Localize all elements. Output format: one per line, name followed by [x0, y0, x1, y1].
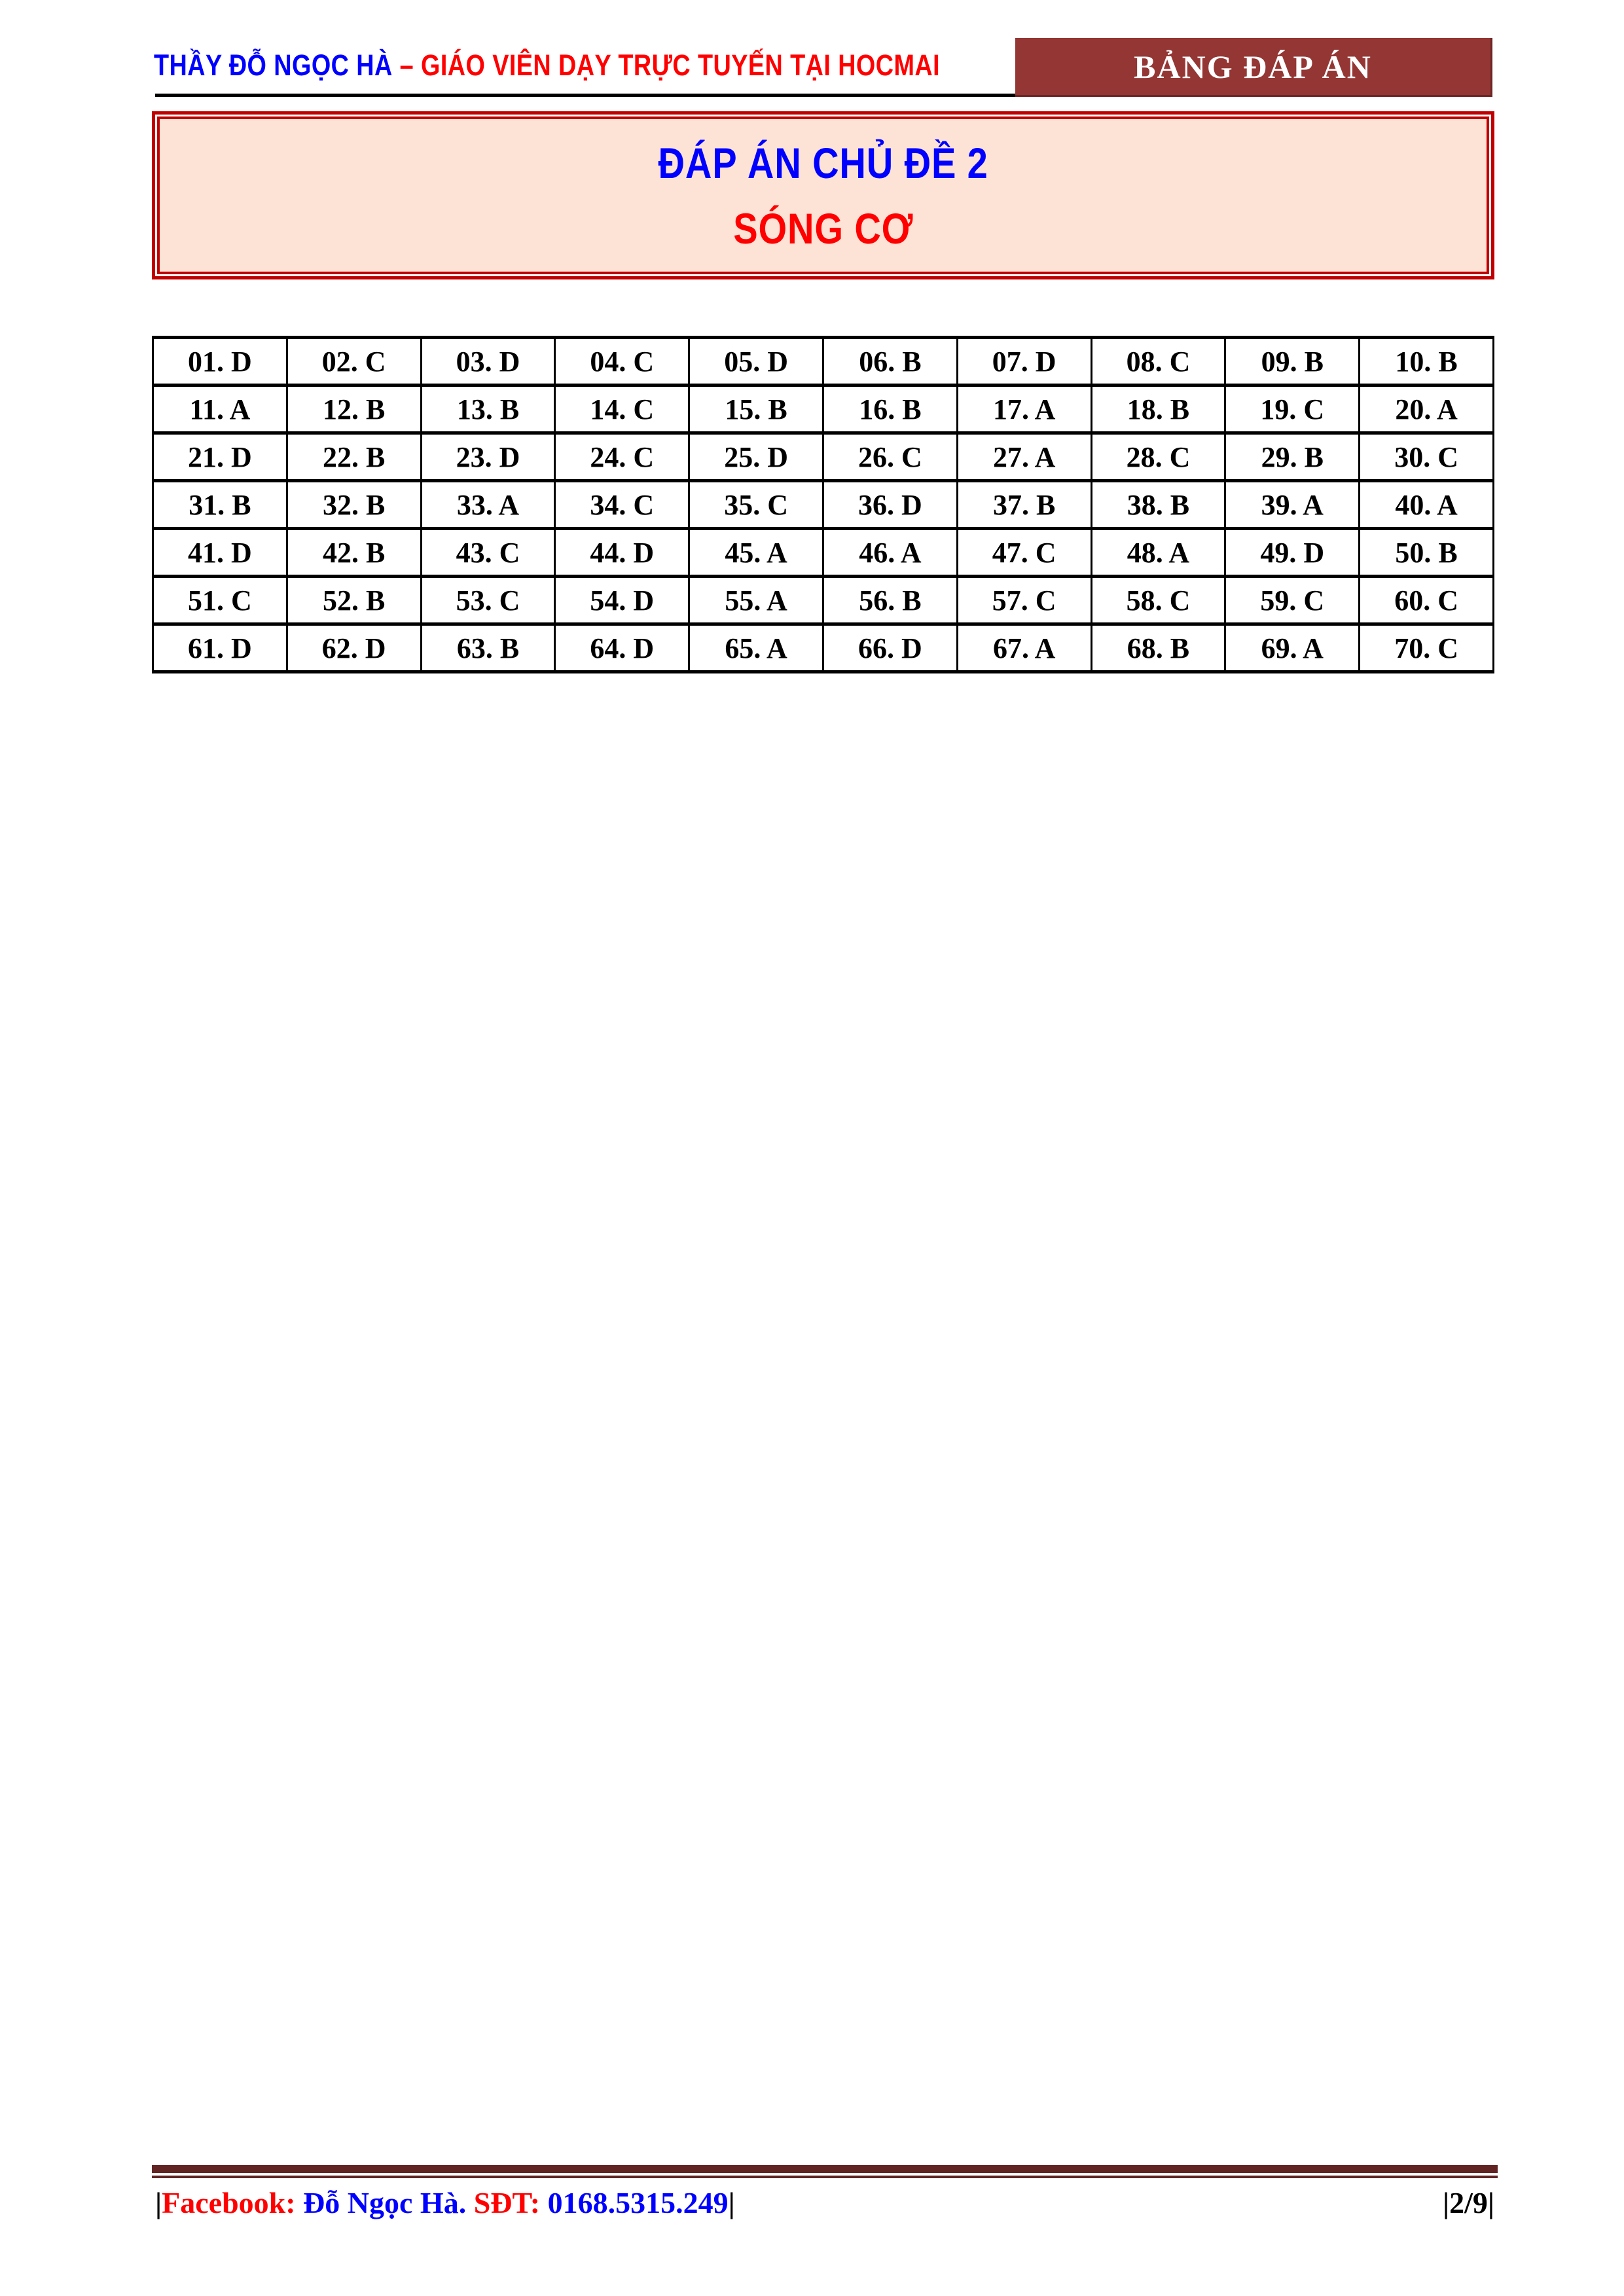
answer-cell: 04. C [555, 338, 689, 386]
answer-cell: 07. D [957, 338, 1091, 386]
phone-number: 0168.5315.249 [540, 2186, 729, 2219]
answer-cell: 29. B [1225, 433, 1360, 481]
answer-cell: 61. D [153, 624, 287, 672]
answer-cell: 19. C [1225, 386, 1360, 433]
answer-cell: 45. A [689, 529, 823, 577]
answer-cell: 41. D [153, 529, 287, 577]
answer-cell: 33. A [421, 481, 555, 529]
answer-cell: 59. C [1225, 577, 1360, 624]
answer-cell: 13. B [421, 386, 555, 433]
answer-cell: 03. D [421, 338, 555, 386]
table-row [153, 529, 1494, 577]
answer-cell: 25. D [689, 433, 823, 481]
answer-cell: 38. B [1091, 481, 1225, 529]
answer-cell: 51. C [153, 577, 287, 624]
answer-cell: 20. A [1360, 386, 1494, 433]
table-row [153, 338, 1494, 386]
answer-cell: 10. B [1360, 338, 1494, 386]
table-row [153, 481, 1494, 529]
footer-close-bar: | [728, 2186, 735, 2219]
answer-cell: 32. B [287, 481, 421, 529]
title-line-2: SÓNG CƠ [732, 204, 914, 253]
answer-cell: 05. D [689, 338, 823, 386]
answer-cell: 09. B [1225, 338, 1360, 386]
page-number: |2/9| [1442, 2186, 1494, 2219]
footer [155, 2183, 1494, 2223]
answer-cell: 16. B [823, 386, 957, 433]
answer-cell: 15. B [689, 386, 823, 433]
answer-cell: 62. D [287, 624, 421, 672]
phone-label: SĐT: [473, 2186, 541, 2219]
answer-cell: 40. A [1360, 481, 1494, 529]
answer-cell: 22. B [287, 433, 421, 481]
answer-cell: 34. C [555, 481, 689, 529]
answer-cell: 65. A [689, 624, 823, 672]
answer-cell: 52. B [287, 577, 421, 624]
footer-open-bar: | [155, 2186, 162, 2219]
answer-cell: 63. B [421, 624, 555, 672]
answer-cell: 01. D [153, 338, 287, 386]
answer-cell: 21. D [153, 433, 287, 481]
answer-cell: 42. B [287, 529, 421, 577]
answer-cell: 18. B [1091, 386, 1225, 433]
answer-cell: 69. A [1225, 624, 1360, 672]
answer-cell: 48. A [1091, 529, 1225, 577]
table-row [153, 624, 1494, 672]
answer-cell: 64. D [555, 624, 689, 672]
header-rule [155, 94, 1015, 97]
answer-cell: 31. B [153, 481, 287, 529]
answer-cell: 60. C [1360, 577, 1494, 624]
answer-cell: 47. C [957, 529, 1091, 577]
answer-cell: 70. C [1360, 624, 1494, 672]
answer-cell: 67. A [957, 624, 1091, 672]
answer-cell: 54. D [555, 577, 689, 624]
table-row [153, 386, 1494, 433]
answer-cell: 06. B [823, 338, 957, 386]
answer-cell: 08. C [1091, 338, 1225, 386]
answer-cell: 49. D [1225, 529, 1360, 577]
answer-cell: 24. C [555, 433, 689, 481]
answer-cell: 66. D [823, 624, 957, 672]
footer-rule-thick [152, 2165, 1498, 2173]
answer-cell: 68. B [1091, 624, 1225, 672]
answer-table [152, 336, 1494, 673]
header-byline [154, 47, 940, 84]
table-row [153, 433, 1494, 481]
answer-cell: 17. A [957, 386, 1091, 433]
footer-rule-thin [152, 2176, 1498, 2178]
answer-cell: 23. D [421, 433, 555, 481]
teacher-role: – GIÁO VIÊN DẠY TRỰC TUYẾN TẠI HOCMAI [399, 48, 941, 82]
answer-cell: 44. D [555, 529, 689, 577]
title-line-1: ĐÁP ÁN CHỦ ĐỀ 2 [658, 138, 988, 187]
answer-cell: 26. C [823, 433, 957, 481]
answer-cell: 43. C [421, 529, 555, 577]
answer-table-badge [1015, 38, 1492, 97]
title-box [152, 111, 1494, 279]
answer-cell: 55. A [689, 577, 823, 624]
answer-cell: 57. C [957, 577, 1091, 624]
facebook-name: Đỗ Ngọc Hà. [295, 2186, 474, 2219]
teacher-name: THẦY ĐỖ NGỌC HÀ [154, 48, 400, 82]
answer-cell: 28. C [1091, 433, 1225, 481]
answer-cell: 02. C [287, 338, 421, 386]
answer-cell: 56. B [823, 577, 957, 624]
badge-label: BẢNG ĐÁP ÁN [1134, 48, 1372, 85]
answer-cell: 37. B [957, 481, 1091, 529]
answer-cell: 30. C [1360, 433, 1494, 481]
answer-cell: 11. A [153, 386, 287, 433]
footer-contact [155, 2183, 735, 2223]
answer-cell: 50. B [1360, 529, 1494, 577]
facebook-label: Facebook: [162, 2186, 296, 2219]
answer-cell: 53. C [421, 577, 555, 624]
answer-cell: 46. A [823, 529, 957, 577]
answer-cell: 12. B [287, 386, 421, 433]
title-box-inner [157, 117, 1489, 274]
answer-cell: 27. A [957, 433, 1091, 481]
table-row [153, 577, 1494, 624]
answer-cell: 58. C [1091, 577, 1225, 624]
answer-cell: 14. C [555, 386, 689, 433]
answer-cell: 36. D [823, 481, 957, 529]
answer-cell: 35. C [689, 481, 823, 529]
answer-cell: 39. A [1225, 481, 1360, 529]
